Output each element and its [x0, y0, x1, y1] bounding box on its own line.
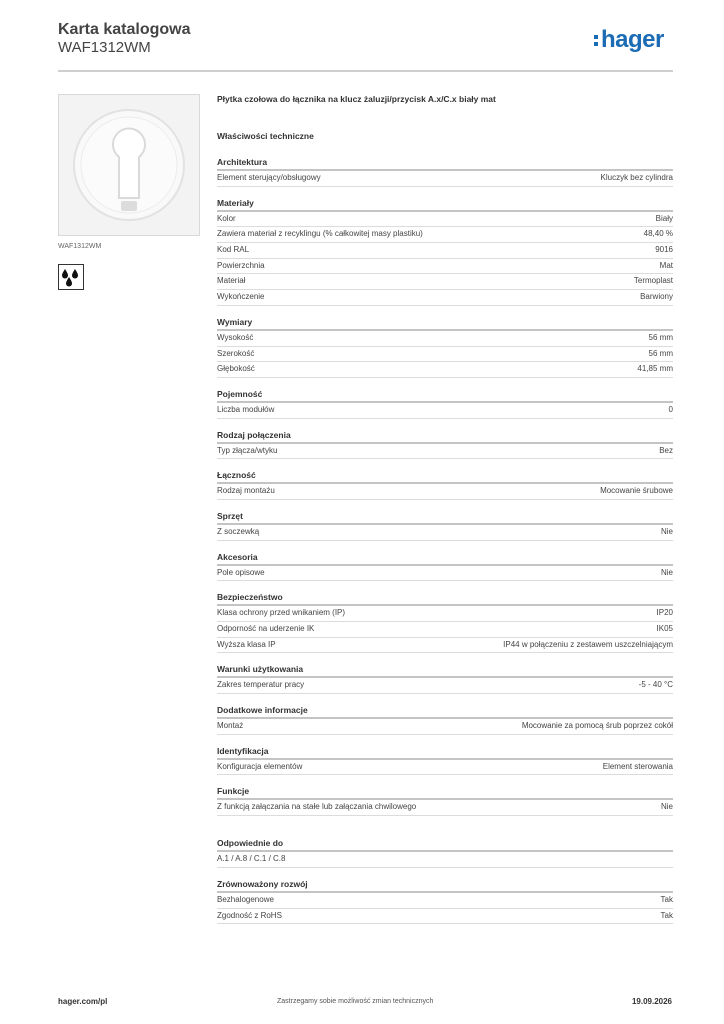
product-reference: WAF1312WM — [58, 39, 151, 56]
spec-label: Powierzchnia — [217, 260, 265, 270]
spec-group — [217, 785, 673, 816]
spec-label: Materiał — [217, 276, 246, 286]
spec-row — [217, 719, 673, 735]
spec-group-suitable — [217, 837, 673, 868]
spec-label: Rodzaj montażu — [217, 486, 275, 496]
spec-label: Zakres temperatur pracy — [217, 680, 305, 690]
spec-value: 56 mm — [648, 348, 673, 358]
spec-row — [217, 606, 673, 622]
spec-group — [217, 591, 673, 653]
spec-row — [217, 290, 673, 306]
product-description: Płytka czołowa do łącznika na klucz żaluzji/przycisk A.x/C.x biały mat — [217, 94, 496, 104]
spec-content — [217, 92, 673, 924]
spec-value: Tak — [660, 894, 673, 904]
spec-group — [217, 510, 673, 541]
spec-label: Pole opisowe — [217, 567, 265, 577]
spec-group-title: Materiały — [217, 197, 673, 212]
spec-row — [217, 403, 673, 419]
spec-group-title: Bezpieczeństwo — [217, 591, 673, 606]
spec-group-title: Dodatkowe informacje — [217, 704, 673, 719]
spec-group — [217, 663, 673, 694]
spec-row — [217, 212, 673, 228]
key-switch-plate-icon — [59, 95, 199, 235]
spec-label: Klasa ochrony przed wnikaniem (IP) — [217, 608, 346, 618]
spec-row — [217, 638, 673, 654]
footer-date: 19.09.2026 — [631, 997, 672, 1006]
product-image — [58, 94, 200, 236]
spec-group — [217, 388, 673, 419]
spec-value: IP20 — [656, 608, 673, 618]
page-title: Karta katalogowa — [58, 21, 191, 38]
spec-label: Z soczewką — [217, 526, 260, 536]
spec-label: Typ złącza/wtyku — [217, 445, 278, 455]
spec-row — [217, 331, 673, 347]
spec-group-title: Identyfikacja — [217, 745, 673, 760]
logo-colon-icon — [594, 32, 598, 49]
spec-row — [217, 274, 673, 290]
spec-value: Nie — [660, 526, 673, 536]
spec-label: Zawiera materiał z recyklingu (% całkowitej masy plastiku) — [217, 229, 423, 239]
spec-group-title: Sprzęt — [217, 510, 673, 525]
spec-group-title: Akcesoria — [217, 551, 673, 566]
spec-value: Nie — [660, 567, 673, 577]
spec-label: Kod RAL — [217, 245, 250, 255]
spec-value: IP44 w połączeniu z zestawem uszczelniającym — [503, 639, 673, 649]
footer-notice: Zastrzegamy sobie możliwość zmian technicznych — [277, 998, 434, 1005]
spec-label: Bezhalogenowe — [217, 894, 274, 904]
spec-row — [217, 893, 673, 909]
spec-value: Tak — [660, 910, 673, 920]
spec-label: Wyższa klasa IP — [217, 639, 276, 649]
spec-group — [217, 429, 673, 460]
spec-group-title: Architektura — [217, 156, 673, 171]
spec-group — [217, 156, 673, 187]
spec-value: Bez — [659, 445, 673, 455]
spec-row — [217, 484, 673, 500]
spec-label: Odporność na uderzenie IK — [217, 624, 315, 633]
product-image-caption: WAF1312WM — [58, 243, 102, 250]
spec-label: Z funkcją załączania na stałe lub załączania chwilowego — [217, 802, 417, 812]
hager-logo[interactable] — [594, 26, 664, 54]
spec-label: Wysokość — [217, 332, 254, 342]
spec-group — [217, 197, 673, 306]
spec-label: Szerokość — [217, 348, 255, 358]
spec-group — [217, 316, 673, 378]
spec-value: Nie — [660, 802, 673, 812]
spec-label: Element sterujący/obsługowy — [217, 173, 321, 182]
technical-properties-title: Właściwości techniczne — [217, 131, 314, 141]
spec-group-title: Pojemność — [217, 388, 673, 403]
spec-row — [217, 227, 673, 243]
logo-text: hager — [601, 26, 664, 53]
spec-label: Liczba modułów — [217, 404, 275, 414]
spec-row — [217, 362, 673, 378]
spec-value: 9016 — [655, 245, 673, 255]
spec-value: IK05 — [656, 624, 673, 633]
spec-row — [217, 622, 673, 638]
spec-group-sustainability — [217, 878, 673, 924]
spec-row — [217, 678, 673, 694]
spec-row — [217, 760, 673, 776]
footer-website[interactable]: hager.com/pl — [58, 997, 108, 1006]
spec-value: Mat — [659, 260, 673, 270]
spec-value: Barwiony — [640, 292, 673, 302]
spec-value: -5 - 40 °C — [638, 680, 673, 690]
spec-row — [217, 444, 673, 460]
spec-value: Kluczyk bez cylindra — [600, 173, 673, 182]
spec-group — [217, 745, 673, 776]
spec-row — [217, 909, 673, 925]
spec-value: 56 mm — [648, 332, 673, 342]
spec-row — [217, 243, 673, 259]
spec-value: Mocowanie śrubowe — [600, 486, 673, 496]
spec-group-title: Łączność — [217, 469, 673, 484]
spec-groups — [217, 156, 673, 816]
sustainability-title: Zrównoważony rozwój — [217, 878, 673, 893]
spec-label: Montaż — [217, 721, 244, 731]
spec-row — [217, 259, 673, 275]
spec-label: Konfiguracja elementów — [217, 761, 303, 771]
spec-value: Biały — [655, 213, 673, 223]
spec-value: 48,40 % — [643, 229, 673, 239]
spec-row — [217, 800, 673, 816]
spec-group-title: Wymiary — [217, 316, 673, 331]
spec-row — [217, 347, 673, 363]
spec-value: Mocowanie za pomocą śrub poprzez cokół — [521, 721, 673, 731]
drops-ip-icon — [58, 264, 84, 290]
spec-row — [217, 525, 673, 541]
spec-row — [217, 566, 673, 582]
spec-group-title: Warunki użytkowania — [217, 663, 673, 678]
spec-label: Zgodność z RoHS — [217, 910, 282, 920]
spec-label: Kolor — [217, 213, 236, 223]
spec-group — [217, 704, 673, 735]
header-divider — [58, 70, 673, 72]
spec-label: Głębokość — [217, 364, 255, 374]
spec-group-title: Rodzaj połączenia — [217, 429, 673, 444]
spec-group — [217, 469, 673, 500]
spec-row — [217, 171, 673, 187]
spec-row — [217, 852, 673, 868]
suitable-title: Odpowiednie do — [217, 837, 673, 852]
spec-group — [217, 551, 673, 582]
spec-value: Termoplast — [633, 276, 673, 286]
spec-value: 41,85 mm — [637, 364, 673, 374]
spec-value: 0 — [668, 404, 673, 414]
spec-group-title: Funkcje — [217, 785, 673, 800]
suitable-value: A.1 / A.8 / C.1 / C.8 — [217, 854, 286, 864]
spec-label: Wykończenie — [217, 292, 265, 302]
spec-value: Element sterowania — [602, 761, 673, 771]
